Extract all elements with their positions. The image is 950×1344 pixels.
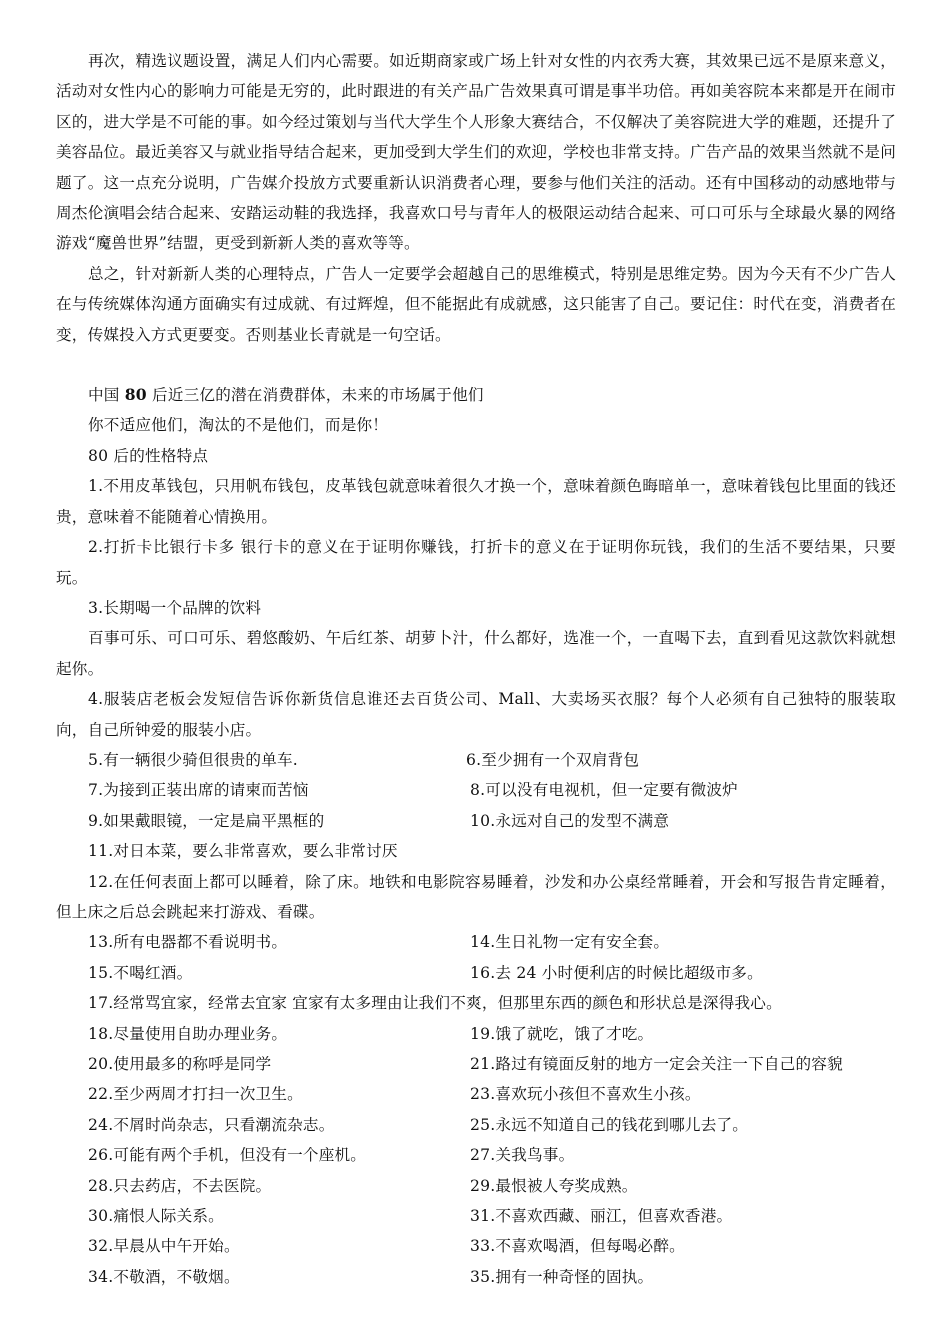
list-pair-row (56, 1231, 896, 1261)
list-item-22: 22.至少两周才打扫一次卫生。 (88, 1085, 303, 1104)
list-pair-row (56, 775, 896, 805)
list-pair-row (56, 1140, 896, 1170)
headline (56, 380, 896, 410)
headline-suffix: 后近三亿的潜在消费群体，未来的市场属于他们 (146, 386, 484, 405)
list-item-30: 30.痛恨人际关系。 (88, 1207, 224, 1226)
section-gap (56, 350, 896, 380)
intro-paragraph-2: 总之，针对新新人类的心理特点，广告人一定要学会超越自己的思维模式，特别是思维定势。因为今天有不少广告人在与传统媒体沟通方面确实有过成就、有过辉煌，但不能据此有成就感，这只能害了自己。要记住：时代在变，消费者在变，传媒投入方式更要变。否则基业长青就是一句空话。 (56, 264, 896, 344)
list-item-7: 7.为接到正装出席的请柬而苦恼 (88, 781, 309, 800)
list-item-21: 21.路过有镜面反射的地方一定会关注一下自己的容貌 (470, 1055, 843, 1073)
list-pair-row (56, 927, 896, 957)
list-item-23: 23.喜欢玩小孩但不喜欢生小孩。 (470, 1085, 701, 1104)
list-item-9: 9.如果戴眼镜，一定是扁平黑框的 (88, 811, 325, 830)
list-pair-row (56, 1049, 896, 1079)
list-item-10: 10.永远对自己的发型不满意 (470, 811, 670, 830)
list-pair-row (56, 1171, 896, 1201)
headline-bold-number: 80 (124, 385, 147, 405)
list-item-3: 3.长期喝一个品牌的饮料 (88, 598, 262, 617)
list-item-14: 14.生日礼物一定有安全套。 (470, 933, 670, 952)
list-item-28: 28.只去药店，不去医院。 (88, 1176, 272, 1195)
list-item-4: 4.服装店老板会发短信告诉你新货信息谁还去百货公司、Mall、大卖场买衣服？每个人必须有自己独特的服装取向，自己所钟爱的服装小店。 (56, 690, 896, 739)
list-item-8: 8.可以没有电视机，但一定要有微波炉 (470, 781, 738, 800)
list-item-34: 34.不敬酒，不敬烟。 (88, 1267, 240, 1286)
list-item-29: 29.最恨被人夸奖成熟。 (470, 1176, 638, 1195)
list-item-20: 20.使用最多的称呼是同学 (88, 1055, 272, 1073)
list-item-11: 11.对日本菜，要么非常喜欢，要么非常讨厌 (88, 842, 398, 861)
list-item-33: 33.不喜欢喝酒，但每喝必醉。 (470, 1237, 685, 1256)
list-item-16: 16.去 24 小时便利店的时候比超级市多。 (470, 963, 763, 982)
list-item-15: 15.不喝红酒。 (88, 963, 193, 982)
list-item-26: 26.可能有两个手机，但没有一个座机。 (88, 1146, 367, 1165)
list-item-27: 27.关我鸟事。 (470, 1146, 575, 1165)
list-item-31: 31.不喜欢西藏、丽江，但喜欢香港。 (470, 1207, 733, 1226)
list-pair-row (56, 1019, 896, 1049)
list-item-3-detail: 百事可乐、可口可乐、碧悠酸奶、午后红茶、胡萝卜汁，什么都好，选准一个，一直喝下去，直到看见这款饮料就想起你。 (56, 629, 896, 678)
list-pair-row (56, 1262, 896, 1292)
list-item-24: 24.不屑时尚杂志，只看潮流杂志。 (88, 1115, 335, 1134)
list-pair-row (56, 1110, 896, 1140)
list-pair-row (56, 1079, 896, 1109)
list-item-5: 5.有一辆很少骑但很贵的单车. (88, 750, 298, 769)
headline-prefix: 中国 (88, 386, 125, 405)
list-pair-row (56, 958, 896, 988)
list-item-2: 2.打折卡比银行卡多 银行卡的意义在于证明你赚钱，打折卡的意义在于证明你玩钱，我们的生活不要结果，只要玩。 (56, 538, 896, 587)
list-item-35: 35.拥有一种奇怪的固执。 (470, 1267, 654, 1286)
list-item-18: 18.尽量使用自助办理业务。 (88, 1024, 288, 1043)
list-item-19: 19.饿了就吃，饿了才吃。 (470, 1024, 654, 1043)
list-pair-row (56, 1201, 896, 1231)
subline: 你不适应他们，淘汰的不是他们，而是你！ (88, 416, 389, 435)
list-item-6: 6.至少拥有一个双肩背包 (466, 750, 640, 769)
list-item-17: 17.经常骂宜家，经常去宜家 宜家有太多理由让我们不爽，但那里东西的颜色和形状总是深得我心。 (88, 994, 782, 1013)
list-item-13: 13.所有电器都不看说明书。 (88, 933, 288, 952)
list-pair-row (56, 806, 896, 836)
list-item-1: 1.不用皮革钱包，只用帆布钱包，皮革钱包就意味着很久才换一个，意味着颜色晦暗单一，意味着钱包比里面的钱还贵，意味着不能随着心情换用。 (56, 477, 896, 526)
list-item-32: 32.早晨从中午开始。 (88, 1237, 240, 1256)
intro-paragraph-1: 再次，精选议题设置，满足人们内心需要。如近期商家或广场上针对女性的内衣秀大赛，其效果已远不是原来意义，活动对女性内心的影响力可能是无穷的，此时跟进的有关产品广告效果真可谓是事半功倍。再如美容院本来都是开在闹市区的，进大学是不可能的事。如今经过策划与当代大学生个人形象大赛结合，不仅解决了美容院进大学的难题，还提升了美容品位。最近美容又与就业指导结合起来，更加受到大学生们的欢迎，学校也非常支持。广告产品的效果当然就不是问题了。这一点充分说明，广告媒介投放方式要重新认识消费者心理，要参与他们关注的活动。还有中国移动的动感地带与周杰伦演唱会结合起来、安踏运动鞋的我选择，我喜欢口号与青年人的极限运动结合起来、可口可乐与全球最火暴的网络游戏“魔兽世界”结盟，更受到新新人类的喜欢等等。 (56, 52, 896, 253)
list-item-12: 12.在任何表面上都可以睡着，除了床。地铁和电影院容易睡着，沙发和办公桌经常睡着，开会和写报告肯定睡着，但上床之后总会跳起来打游戏、看碟。 (56, 872, 896, 921)
section-title: 80 后的性格特点 (88, 446, 209, 465)
list-item-25: 25.永远不知道自己的钱花到哪儿去了。 (470, 1115, 749, 1134)
list-pair-row (56, 745, 896, 775)
